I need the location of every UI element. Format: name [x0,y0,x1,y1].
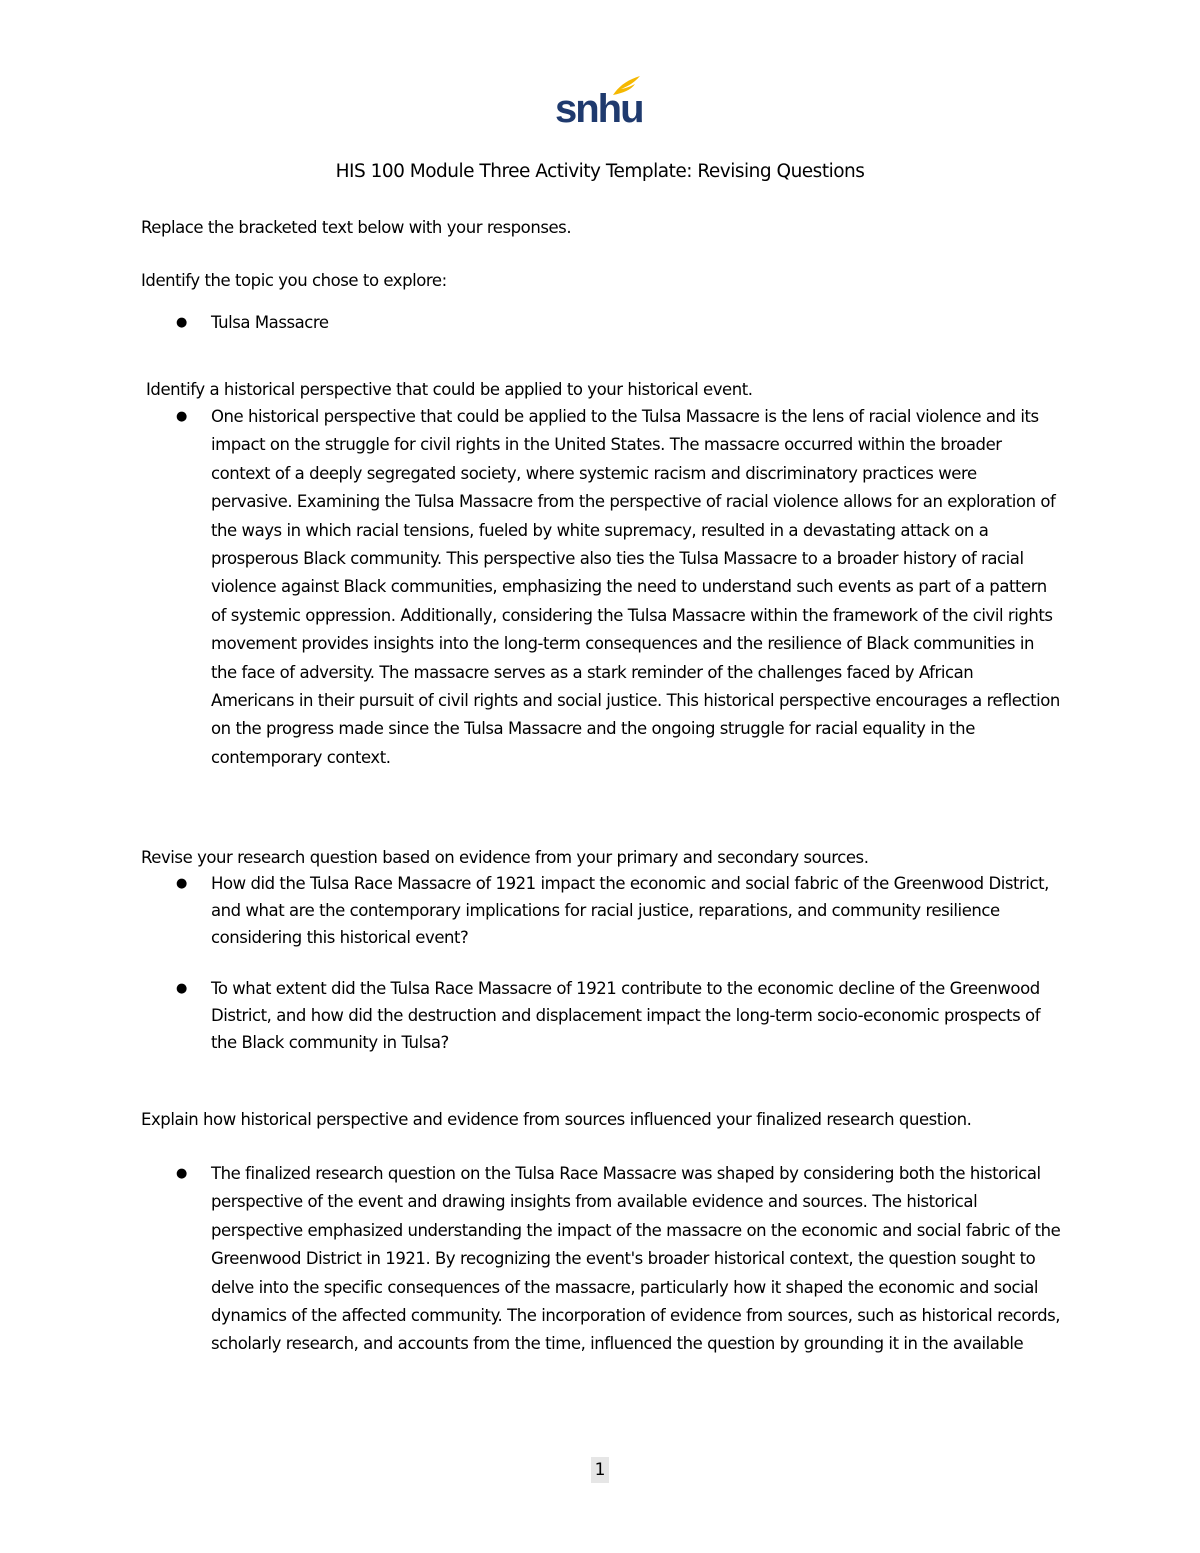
bullet-icon: ● [176,409,187,424]
list-item [176,309,1061,336]
explain-answer: The finalized research question on the Tulsa Race Massacre was shaped by considering both the historical perspective of the event and drawing insights from available evidence and sources. The historical perspective emphasized understanding the impact of the massacre on the economic and social fabric of the Greenwood District in 1921. By recognizing the event's broader historical context, the question sought to delve into the specific consequences of the massacre, particularly how it shaped the economic and social dynamics of the affected community. The incorporation of evidence from sources, such as historical records, scholarly research, and accounts from the time, influenced the question by grounding it in the available [211,1164,1061,1354]
bullet-icon: ● [176,981,187,996]
list-item [176,975,1061,1056]
revise-bullet-list [176,870,1061,1056]
bullet-icon: ● [176,1166,187,1181]
perspective-prompt: Identify a historical perspective that could be applied to your historical event. [146,380,753,399]
list-item [176,1160,1061,1359]
revised-question-1: How did the Tulsa Race Massacre of 1921 impact the economic and social fabric of the Greenwood District, and what are the contemporary implications for racial justice, reparations, and community resilience considering this historical event? [211,874,1049,947]
explain-bullet-list [176,1160,1061,1359]
perspective-answer: One historical perspective that could be applied to the Tulsa Massacre is the lens of racial violence and its impact on the struggle for civil rights in the United States. The massacre occurred within the broader context of a deeply segregated society, where systemic racism and discriminatory practices were pervasive. Examining the Tulsa Massacre from the perspective of racial violence allows for an exploration of the ways in which racial tensions, fueled by white supremacy, resulted in a devastating attack on a prosperous Black community. This perspective also ties the Tulsa Massacre to a broader history of racial violence against Black communities, emphasizing the need to understand such events as part of a pattern of systemic oppression. Additionally, considering the Tulsa Massacre within the framework of the civil rights movement provides insights into the long-term consequences and the resilience of Black communities in the face of adversity. The massacre serves as a stark reminder of the challenges faced by African Americans in their pursuit of civil rights and social justice. This historical perspective encourages a reflection on the progress made since the Tulsa Massacre and the ongoing struggle for racial equality in the contemporary context. [211,407,1060,767]
page-number: 1 [591,1457,609,1483]
topic-prompt: Identify the topic you chose to explore: [141,271,447,290]
list-item [176,870,1061,951]
bullet-icon: ● [176,876,187,891]
bullet-icon: ● [176,315,187,330]
instructions-text: Replace the bracketed text below with your responses. [141,218,572,237]
perspective-bullet-list [176,403,1061,772]
logo-wordmark: snhu [555,87,643,131]
topic-answer: Tulsa Massacre [211,313,329,332]
explain-prompt: Explain how historical perspective and evidence from sources influenced your finalized research question. [141,1110,972,1129]
snhu-logo [553,74,643,134]
list-item [176,403,1061,772]
topic-bullet-list [176,309,1061,336]
page-title: HIS 100 Module Three Activity Template: Revising Questions [335,161,865,182]
revised-question-2: To what extent did the Tulsa Race Massacre of 1921 contribute to the economic decline of the Greenwood District, and how did the destruction and displacement impact the long-term socio-economic prospects of the Black community in Tulsa? [211,979,1041,1052]
revise-prompt: Revise your research question based on evidence from your primary and secondary sources. [141,848,869,867]
